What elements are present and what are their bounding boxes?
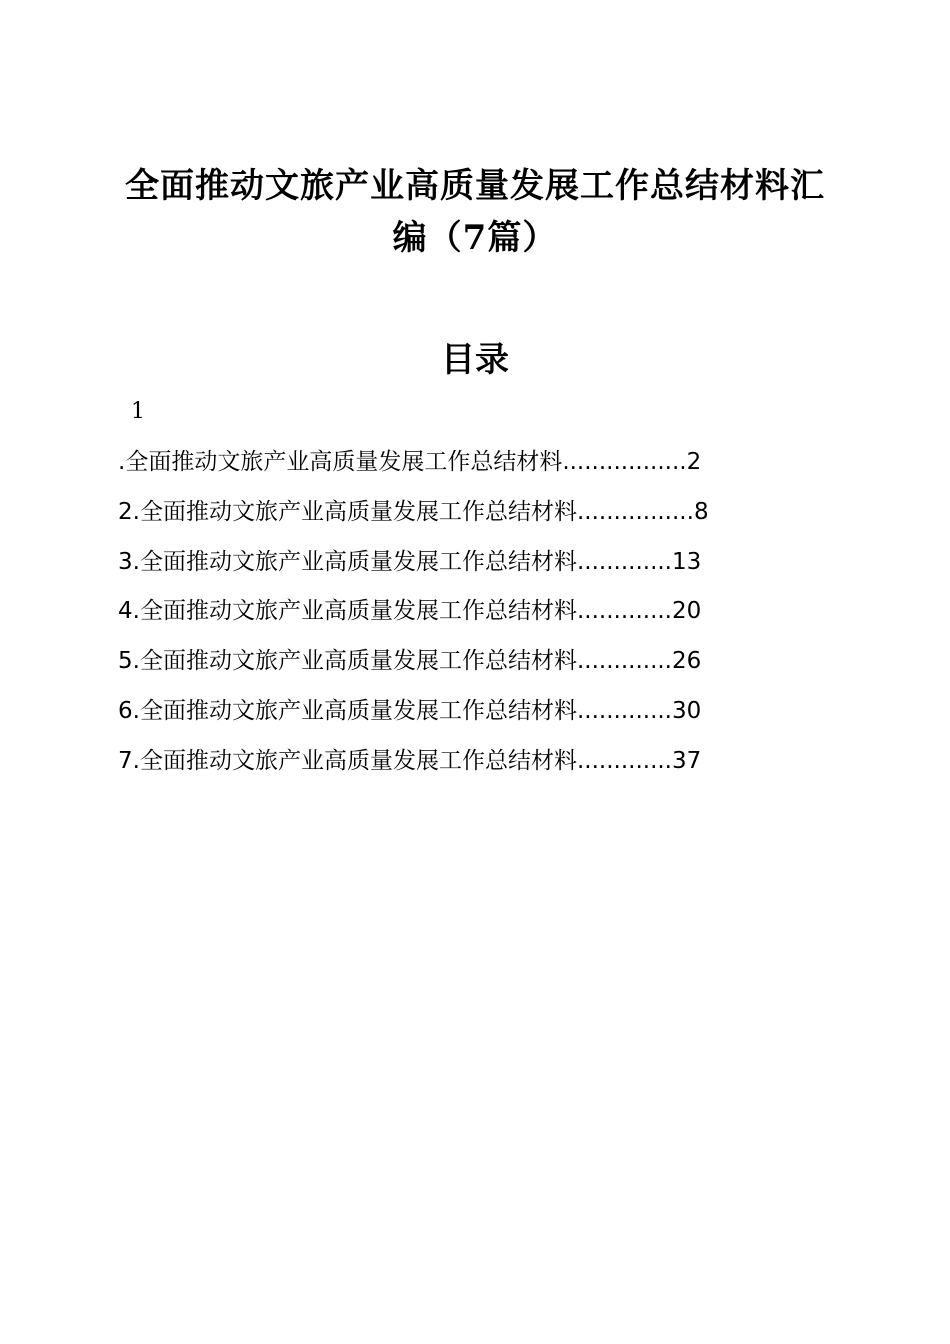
toc-entry-page: 30: [672, 697, 702, 724]
toc-entry-title: 全面推动文旅产业高质量发展工作总结材料: [139, 747, 577, 774]
toc-entry-page: 20: [672, 598, 702, 625]
document-title-line-2: 编（7篇）: [392, 218, 558, 258]
table-of-contents: [118, 440, 818, 789]
toc-entry-leader: .............: [576, 648, 672, 675]
toc-entry-2[interactable]: [118, 490, 818, 540]
toc-entry-title: 全面推动文旅产业高质量发展工作总结材料: [139, 548, 577, 575]
toc-entry-leader: .............: [576, 598, 672, 625]
toc-entry-prefix: 5.: [118, 648, 140, 675]
toc-entry-3[interactable]: [118, 540, 818, 590]
toc-entry-title: 全面推动文旅产业高质量发展工作总结材料: [139, 697, 577, 724]
toc-entry-page: 37: [672, 747, 702, 774]
toc-entry-title: 全面推动文旅产业高质量发展工作总结材料: [139, 598, 577, 625]
toc-entry-title: 全面推动文旅产业高质量发展工作总结材料: [125, 449, 563, 475]
document-title-line-1: 全面推动文旅产业高质量发展工作总结材料汇: [125, 166, 825, 206]
toc-entry-7[interactable]: [118, 739, 818, 789]
toc-entry-prefix: .: [118, 449, 126, 475]
toc-heading: 目录: [441, 340, 509, 380]
toc-entry-5[interactable]: [118, 639, 818, 689]
toc-entry-leader: .................: [562, 449, 687, 475]
toc-entry-prefix: 6.: [118, 697, 140, 724]
toc-entry-title: 全面推动文旅产业高质量发展工作总结材料: [139, 498, 577, 525]
toc-entry-page: 8: [693, 498, 709, 525]
toc-entry-leader: ................: [576, 498, 694, 525]
document-title: [110, 160, 840, 264]
toc-stray-number: 1: [131, 399, 145, 424]
toc-entry-leader: .............: [576, 747, 672, 774]
toc-entry-prefix: 4.: [118, 598, 140, 625]
toc-entry-page: 13: [672, 548, 702, 575]
toc-entry-prefix: 7.: [118, 747, 140, 774]
toc-entry-title: 全面推动文旅产业高质量发展工作总结材料: [139, 648, 577, 675]
toc-entry-leader: .............: [576, 697, 672, 724]
toc-entry-prefix: 3.: [118, 548, 140, 575]
toc-entry-page: 2: [686, 449, 702, 475]
toc-entry-page: 26: [672, 648, 702, 675]
toc-entry-1[interactable]: [118, 440, 818, 490]
toc-entry-6[interactable]: [118, 689, 818, 739]
toc-entry-4[interactable]: [118, 589, 818, 639]
toc-entry-prefix: 2.: [118, 498, 140, 525]
toc-entry-leader: .............: [576, 548, 672, 575]
